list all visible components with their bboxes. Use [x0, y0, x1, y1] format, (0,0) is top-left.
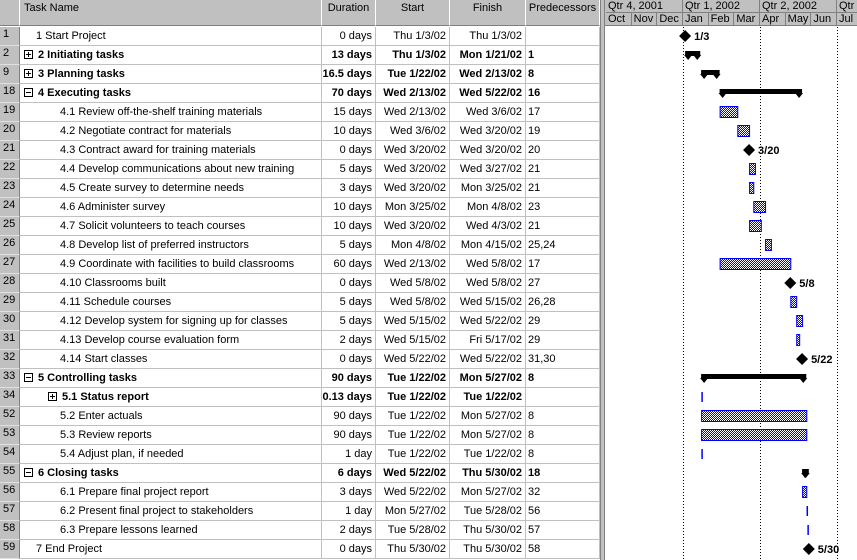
task-start[interactable]: Wed 5/15/02 — [376, 331, 450, 350]
table-row[interactable] — [0, 388, 600, 407]
task-name-text: 4.11 Schedule courses — [60, 296, 172, 308]
task-finish[interactable]: Mon 5/27/02 — [450, 483, 526, 502]
row-id[interactable]: 25 — [0, 217, 20, 236]
task-duration[interactable]: 15 days — [322, 103, 376, 122]
table-row[interactable] — [0, 103, 600, 122]
task-finish[interactable]: Wed 5/22/02 — [450, 312, 526, 331]
task-name[interactable] — [20, 388, 322, 407]
table-row[interactable] — [0, 293, 600, 312]
task-name[interactable] — [20, 27, 322, 46]
task-predecessors[interactable]: 20 — [526, 141, 600, 160]
task-finish[interactable]: Tue 5/28/02 — [450, 502, 526, 521]
task-predecessors[interactable]: 19 — [526, 122, 600, 141]
task-duration[interactable]: 1 day — [322, 502, 376, 521]
task-start[interactable]: Thu 5/30/02 — [376, 540, 450, 559]
task-name[interactable] — [20, 293, 322, 312]
table-row[interactable] — [0, 331, 600, 350]
gantt-chart — [605, 0, 857, 560]
task-finish[interactable]: Wed 5/22/02 — [450, 84, 526, 103]
expand-icon[interactable] — [24, 50, 33, 59]
task-predecessors[interactable]: 26,28 — [526, 293, 600, 312]
task-start[interactable]: Wed 5/22/02 — [376, 464, 450, 483]
table-row[interactable] — [0, 521, 600, 540]
task-bar — [702, 411, 807, 422]
table-row[interactable] — [0, 502, 600, 521]
table-row[interactable] — [0, 160, 600, 179]
task-finish[interactable]: Wed 3/6/02 — [450, 103, 526, 122]
task-name-text: 4.14 Start classes — [60, 353, 148, 365]
task-duration[interactable]: 0 days — [322, 141, 376, 160]
task-name-text: 6.2 Present final project to stakeholders — [60, 505, 254, 517]
row-id[interactable]: 31 — [0, 331, 20, 350]
summary-bar-end-cap — [802, 473, 810, 478]
task-name[interactable] — [20, 236, 322, 255]
summary-bar-start-cap — [684, 55, 692, 60]
row-id[interactable]: 33 — [0, 369, 20, 388]
row-id[interactable]: 30 — [0, 312, 20, 331]
task-name[interactable] — [20, 464, 322, 483]
row-id[interactable]: 24 — [0, 198, 20, 217]
row-id[interactable]: 9 — [0, 65, 20, 84]
row-id[interactable]: 23 — [0, 179, 20, 198]
task-finish[interactable]: Wed 5/8/02 — [450, 274, 526, 293]
task-name[interactable] — [20, 160, 322, 179]
task-bar — [791, 297, 797, 308]
task-finish[interactable]: Thu 1/3/02 — [450, 27, 526, 46]
task-predecessors[interactable]: 57 — [526, 521, 600, 540]
task-duration[interactable]: 10 days — [322, 122, 376, 141]
summary-bar — [701, 374, 806, 379]
task-predecessors[interactable]: 8 — [526, 65, 600, 84]
task-bar — [702, 430, 807, 441]
table-row[interactable] — [0, 179, 600, 198]
task-name-text: 5.4 Adjust plan, if needed — [60, 448, 184, 460]
task-duration[interactable]: 5 days — [322, 293, 376, 312]
timescale-quarter: Qtr 4, 2001 — [606, 0, 683, 13]
task-name[interactable] — [20, 179, 322, 198]
task-name-text: 5.3 Review reports — [60, 429, 152, 441]
summary-bar — [720, 89, 802, 94]
task-predecessors[interactable]: 1 — [526, 46, 600, 65]
table-row[interactable] — [0, 122, 600, 141]
task-start[interactable]: Wed 2/13/02 — [376, 84, 450, 103]
column-header-start[interactable]: Start — [376, 0, 450, 26]
row-id[interactable]: 21 — [0, 141, 20, 160]
milestone-marker — [784, 277, 796, 289]
task-name[interactable] — [20, 122, 322, 141]
row-id[interactable]: 19 — [0, 103, 20, 122]
task-duration[interactable]: 10 days — [322, 198, 376, 217]
summary-bar-end-cap — [693, 55, 701, 60]
task-finish[interactable]: Wed 3/20/02 — [450, 141, 526, 160]
task-predecessors[interactable]: 21 — [526, 217, 600, 236]
task-name-text: 4.8 Develop list of preferred instructors — [60, 239, 249, 251]
task-name[interactable] — [20, 103, 322, 122]
task-finish[interactable]: Wed 5/22/02 — [450, 350, 526, 369]
task-start[interactable]: Tue 1/22/02 — [376, 369, 450, 388]
task-name-text: 2 Initiating tasks — [38, 49, 125, 61]
milestone-marker — [796, 353, 808, 365]
task-name[interactable] — [20, 198, 322, 217]
task-finish[interactable]: Fri 5/17/02 — [450, 331, 526, 350]
table-row[interactable] — [0, 312, 600, 331]
task-name-text: 4.2 Negotiate contract for materials — [60, 125, 232, 137]
task-bar — [720, 259, 791, 270]
table-row[interactable] — [0, 141, 600, 160]
row-id[interactable]: 2 — [0, 46, 20, 65]
task-duration[interactable]: 2 days — [322, 521, 376, 540]
task-predecessors[interactable]: 17 — [526, 255, 600, 274]
table-row[interactable] — [0, 84, 600, 103]
task-predecessors[interactable]: 18 — [526, 464, 600, 483]
task-start[interactable]: Wed 5/22/02 — [376, 350, 450, 369]
task-finish[interactable]: Thu 5/30/02 — [450, 540, 526, 559]
row-id[interactable]: 1 — [0, 27, 20, 46]
task-name-text: 4.1 Review off-the-shelf training materials — [60, 106, 263, 118]
task-duration[interactable]: 0 days — [322, 274, 376, 293]
task-name[interactable] — [20, 540, 322, 559]
task-name-text: 4.6 Administer survey — [60, 201, 166, 213]
table-row[interactable] — [0, 407, 600, 426]
task-bar — [803, 487, 807, 498]
task-finish[interactable]: Wed 2/13/02 — [450, 65, 526, 84]
task-name-text: 4.10 Classrooms built — [60, 277, 166, 289]
task-start[interactable]: Wed 2/13/02 — [376, 103, 450, 122]
task-predecessors[interactable]: 31,30 — [526, 350, 600, 369]
timescale-quarter: Qtr 2, 2002 — [760, 0, 837, 13]
column-header-task-name[interactable]: Task Name — [20, 0, 322, 26]
table-row[interactable] — [0, 198, 600, 217]
task-name[interactable] — [20, 141, 322, 160]
row-id[interactable]: 59 — [0, 540, 20, 559]
milestone-marker — [803, 543, 815, 555]
task-predecessors[interactable]: 32 — [526, 483, 600, 502]
row-id[interactable]: 55 — [0, 464, 20, 483]
task-duration[interactable]: 6 days — [322, 464, 376, 483]
task-name[interactable] — [20, 255, 322, 274]
task-finish[interactable]: Wed 4/3/02 — [450, 217, 526, 236]
task-start[interactable]: Thu 1/3/02 — [376, 46, 450, 65]
task-start[interactable]: Mon 4/8/02 — [376, 236, 450, 255]
task-name[interactable] — [20, 483, 322, 502]
task-finish[interactable]: Thu 5/30/02 — [450, 464, 526, 483]
timescale-month: Oct — [606, 13, 632, 26]
task-finish[interactable]: Mon 5/27/02 — [450, 407, 526, 426]
milestone-date-label: 5/30 — [817, 544, 840, 556]
milestone-date-label: 5/22 — [811, 354, 833, 366]
milestone-date-label: 3/20 — [758, 145, 780, 157]
timescale-quarter: Qtr 1, 2002 — [683, 0, 760, 13]
milestone-date-label: 1/3 — [694, 31, 710, 43]
table-row[interactable] — [0, 27, 600, 46]
task-name-text: 7 End Project — [36, 543, 103, 555]
summary-bar-end-cap — [713, 74, 721, 79]
task-duration[interactable]: 5 days — [322, 236, 376, 255]
task-start[interactable]: Wed 3/20/02 — [376, 141, 450, 160]
task-duration[interactable]: 0.13 days — [322, 388, 376, 407]
row-id[interactable]: 58 — [0, 521, 20, 540]
task-duration[interactable]: 5 days — [322, 312, 376, 331]
task-start[interactable]: Thu 1/3/02 — [376, 27, 450, 46]
task-predecessors[interactable]: 21 — [526, 179, 600, 198]
task-duration[interactable]: 90 days — [322, 407, 376, 426]
summary-bar-end-cap — [795, 93, 803, 98]
task-start[interactable]: Wed 2/13/02 — [376, 255, 450, 274]
task-bar — [754, 202, 766, 213]
task-name-text: 4 Executing tasks — [38, 87, 131, 99]
table-row[interactable] — [0, 464, 600, 483]
timescale-month: Jan — [683, 13, 709, 26]
task-start[interactable]: Wed 3/20/02 — [376, 217, 450, 236]
task-start[interactable]: Wed 5/15/02 — [376, 312, 450, 331]
task-finish[interactable]: Wed 5/8/02 — [450, 255, 526, 274]
task-start[interactable]: Mon 3/25/02 — [376, 198, 450, 217]
task-predecessors[interactable] — [526, 27, 600, 46]
task-finish[interactable]: Tue 1/22/02 — [450, 445, 526, 464]
row-id[interactable]: 52 — [0, 407, 20, 426]
collapse-icon[interactable] — [24, 373, 33, 382]
row-id[interactable]: 56 — [0, 483, 20, 502]
table-row[interactable] — [0, 274, 600, 293]
task-name[interactable] — [20, 426, 322, 445]
expand-icon[interactable] — [48, 392, 57, 401]
task-finish[interactable]: Wed 3/20/02 — [450, 122, 526, 141]
task-start[interactable]: Wed 5/8/02 — [376, 274, 450, 293]
task-start[interactable]: Wed 3/6/02 — [376, 122, 450, 141]
task-finish[interactable]: Mon 5/27/02 — [450, 426, 526, 445]
task-finish[interactable]: Tue 1/22/02 — [450, 388, 526, 407]
row-id[interactable]: 26 — [0, 236, 20, 255]
summary-bar-start-cap — [719, 93, 727, 98]
task-finish[interactable]: Mon 1/21/02 — [450, 46, 526, 65]
task-predecessors[interactable]: 8 — [526, 407, 600, 426]
task-predecessors[interactable]: 16 — [526, 84, 600, 103]
timescale-month: Jun — [811, 13, 837, 26]
summary-bar-start-cap — [700, 74, 708, 79]
task-name-text: 4.7 Solicit volunteers to teach courses — [60, 220, 246, 232]
task-duration[interactable]: 13 days — [322, 46, 376, 65]
task-duration[interactable]: 60 days — [322, 255, 376, 274]
timescale-month: Jul — [837, 13, 857, 26]
task-finish[interactable]: Mon 3/25/02 — [450, 179, 526, 198]
table-row[interactable] — [0, 445, 600, 464]
row-id[interactable]: 20 — [0, 122, 20, 141]
row-id-header[interactable] — [0, 0, 20, 26]
collapse-icon[interactable] — [24, 468, 33, 477]
task-predecessors[interactable]: 56 — [526, 502, 600, 521]
task-predecessors[interactable]: 8 — [526, 369, 600, 388]
task-duration[interactable]: 90 days — [322, 369, 376, 388]
task-start[interactable]: Tue 5/28/02 — [376, 521, 450, 540]
timescale-quarter: Qtr — [837, 0, 857, 13]
gantt-bars — [605, 0, 857, 560]
task-name[interactable] — [20, 331, 322, 350]
task-name[interactable] — [20, 312, 322, 331]
task-bar — [797, 316, 803, 327]
task-name[interactable] — [20, 369, 322, 388]
task-start[interactable]: Tue 1/22/02 — [376, 426, 450, 445]
task-name[interactable] — [20, 65, 322, 84]
task-duration[interactable]: 3 days — [322, 483, 376, 502]
task-finish[interactable]: Wed 5/15/02 — [450, 293, 526, 312]
task-name-text: 4.9 Coordinate with facilities to build classrooms — [60, 258, 295, 270]
milestone-marker — [679, 30, 691, 42]
table-row[interactable] — [0, 540, 600, 559]
timescale-month: Nov — [632, 13, 658, 26]
task-duration[interactable]: 3 days — [322, 179, 376, 198]
milestone-marker — [743, 144, 755, 156]
task-name-text: 4.13 Develop course evaluation form — [60, 334, 240, 346]
task-bar — [738, 126, 750, 137]
column-header-duration[interactable]: Duration — [322, 0, 376, 26]
task-duration[interactable]: 70 days — [322, 84, 376, 103]
task-bar — [720, 107, 738, 118]
task-name[interactable] — [20, 521, 322, 540]
task-name-text: 5.1 Status report — [62, 391, 149, 403]
timescale-month: Feb — [709, 13, 735, 26]
task-finish[interactable]: Thu 5/30/02 — [450, 521, 526, 540]
task-finish[interactable]: Mon 5/27/02 — [450, 369, 526, 388]
column-header-finish[interactable]: Finish — [450, 0, 526, 26]
row-id[interactable]: 53 — [0, 426, 20, 445]
expand-icon[interactable] — [24, 69, 33, 78]
task-bar — [797, 335, 800, 346]
table-row[interactable] — [0, 46, 600, 65]
task-duration[interactable]: 0 days — [322, 27, 376, 46]
task-duration[interactable]: 0 days — [322, 540, 376, 559]
table-row[interactable] — [0, 369, 600, 388]
task-predecessors[interactable] — [526, 388, 600, 407]
collapse-icon[interactable] — [24, 88, 33, 97]
task-name-text: 3 Planning tasks — [38, 68, 125, 80]
task-name-text: 5.2 Enter actuals — [60, 410, 143, 422]
row-id[interactable]: 18 — [0, 84, 20, 103]
row-id[interactable]: 32 — [0, 350, 20, 369]
table-row[interactable] — [0, 255, 600, 274]
task-start[interactable]: Wed 3/20/02 — [376, 179, 450, 198]
task-duration[interactable]: 16.5 days — [322, 65, 376, 84]
task-name-text: 4.5 Create survey to determine needs — [60, 182, 245, 194]
timescale-month: Mar — [734, 13, 760, 26]
task-duration[interactable]: 5 days — [322, 160, 376, 179]
task-predecessors[interactable]: 17 — [526, 103, 600, 122]
task-name[interactable] — [20, 84, 322, 103]
task-predecessors[interactable]: 23 — [526, 198, 600, 217]
task-finish[interactable]: Mon 4/15/02 — [450, 236, 526, 255]
task-name-text: 4.4 Develop communications about new training — [60, 163, 295, 175]
timescale-month: May — [786, 13, 812, 26]
task-duration[interactable]: 2 days — [322, 331, 376, 350]
task-name[interactable] — [20, 217, 322, 236]
task-name-text: 5 Controlling tasks — [38, 372, 138, 384]
summary-bar-start-cap — [700, 378, 708, 383]
row-id[interactable]: 57 — [0, 502, 20, 521]
timescale-month: Dec — [657, 13, 683, 26]
task-predecessors[interactable]: 21 — [526, 160, 600, 179]
table-row[interactable] — [0, 426, 600, 445]
task-name[interactable] — [20, 445, 322, 464]
task-predecessors[interactable]: 27 — [526, 274, 600, 293]
summary-bar-end-cap — [799, 378, 807, 383]
task-bar — [750, 164, 756, 175]
task-start[interactable]: Tue 1/22/02 — [376, 388, 450, 407]
task-duration[interactable]: 90 days — [322, 426, 376, 445]
column-header-predecessors[interactable]: Predecessors — [526, 0, 600, 26]
task-start[interactable]: Tue 1/22/02 — [376, 407, 450, 426]
row-id[interactable]: 54 — [0, 445, 20, 464]
task-predecessors[interactable]: 8 — [526, 445, 600, 464]
row-id[interactable]: 28 — [0, 274, 20, 293]
task-bar — [766, 240, 772, 251]
task-start[interactable]: Tue 1/22/02 — [376, 65, 450, 84]
timescale-month: Apr — [760, 13, 786, 26]
task-predecessors[interactable]: 58 — [526, 540, 600, 559]
task-start[interactable]: Mon 5/27/02 — [376, 502, 450, 521]
task-name[interactable] — [20, 274, 322, 293]
task-name[interactable] — [20, 502, 322, 521]
task-predecessors[interactable]: 29 — [526, 312, 600, 331]
task-finish[interactable]: Mon 4/8/02 — [450, 198, 526, 217]
task-name[interactable] — [20, 350, 322, 369]
task-name[interactable] — [20, 46, 322, 65]
task-predecessors[interactable]: 8 — [526, 426, 600, 445]
task-start[interactable]: Wed 3/20/02 — [376, 160, 450, 179]
task-predecessors[interactable]: 29 — [526, 331, 600, 350]
task-name-text: 4.12 Develop system for signing up for classes — [60, 315, 288, 327]
task-finish[interactable]: Wed 3/27/02 — [450, 160, 526, 179]
task-name-text: 4.3 Contract award for training materials — [60, 144, 256, 156]
task-start[interactable]: Wed 5/8/02 — [376, 293, 450, 312]
task-name[interactable] — [20, 407, 322, 426]
task-duration[interactable]: 0 days — [322, 350, 376, 369]
row-id[interactable]: 34 — [0, 388, 20, 407]
table-row[interactable] — [0, 65, 600, 84]
table-row[interactable] — [0, 236, 600, 255]
task-name-text: 6 Closing tasks — [38, 467, 119, 479]
task-duration[interactable]: 1 day — [322, 445, 376, 464]
row-id[interactable]: 29 — [0, 293, 20, 312]
row-id[interactable]: 27 — [0, 255, 20, 274]
task-bar — [750, 221, 762, 232]
task-name-text: 6.3 Prepare lessons learned — [60, 524, 198, 536]
task-duration[interactable]: 10 days — [322, 217, 376, 236]
task-name-text: 1 Start Project — [36, 30, 106, 42]
task-start[interactable]: Tue 1/22/02 — [376, 445, 450, 464]
task-start[interactable]: Wed 5/22/02 — [376, 483, 450, 502]
table-row[interactable] — [0, 483, 600, 502]
table-row[interactable] — [0, 350, 600, 369]
task-predecessors[interactable]: 25,24 — [526, 236, 600, 255]
row-id[interactable]: 22 — [0, 160, 20, 179]
table-row[interactable] — [0, 217, 600, 236]
task-name-text: 6.1 Prepare final project report — [60, 486, 209, 498]
milestone-date-label: 5/8 — [799, 278, 815, 290]
task-bar — [750, 183, 754, 194]
